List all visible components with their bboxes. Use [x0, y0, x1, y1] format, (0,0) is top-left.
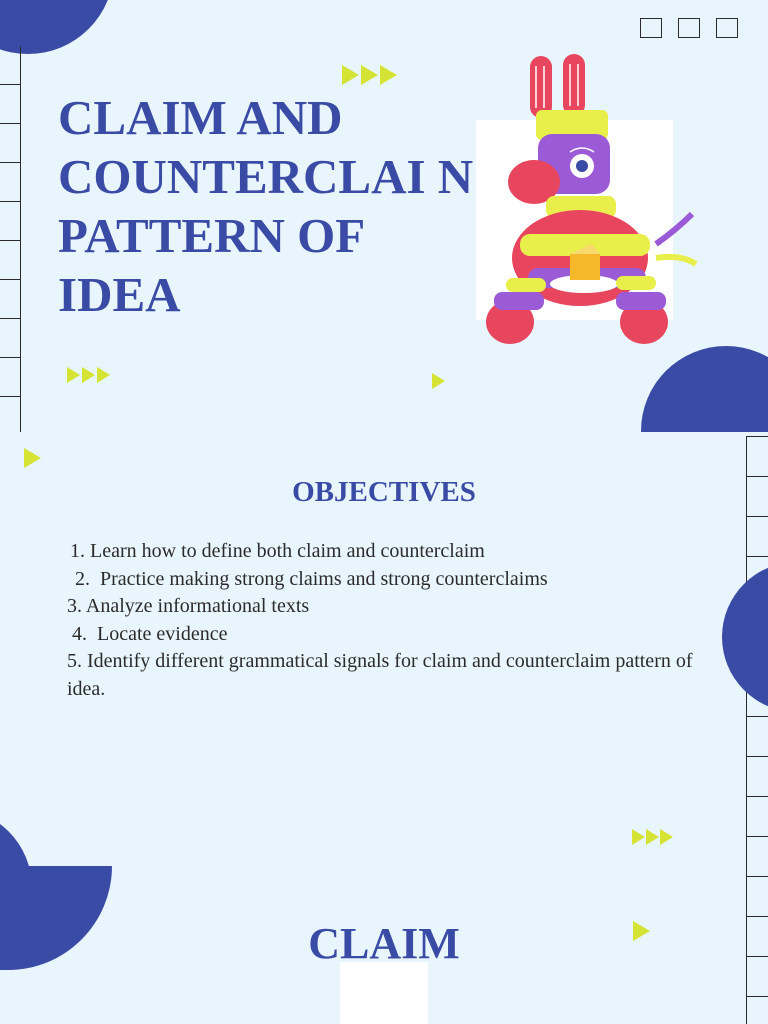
objective-item: 4. Locate evidence [67, 622, 228, 645]
objectives-slide [0, 432, 768, 1024]
title-slide [0, 0, 768, 432]
objectives-list [67, 538, 727, 703]
decor-circle-right [722, 562, 768, 712]
objective-item: 1. Learn how to define both claim and counterclaim [70, 540, 485, 562]
decor-triangle-single [432, 373, 445, 389]
decor-square-1 [640, 18, 662, 38]
objectives-heading: OBJECTIVES [292, 476, 476, 508]
page-title: CLAIM AND COUNTERCLAI N PATTERN OF IDEA [58, 90, 474, 322]
objective-item: 3. Analyze informational texts [67, 595, 310, 617]
claim-heading: CLAIM [308, 919, 460, 968]
decor-square-2 [678, 18, 700, 38]
objective-item: 5. Identify different grammatical signals for claim and counterclaim pattern of idea. [67, 650, 693, 700]
decor-square-3 [716, 18, 738, 38]
claim-card [340, 962, 428, 1024]
decor-triangle-top-left [24, 448, 41, 468]
decor-circle-bottom-right [641, 346, 768, 432]
decor-grid-left [0, 46, 21, 432]
pinata-donkey-icon [476, 48, 701, 348]
objective-item: 2. Practice making strong claims and strong counterclaims [70, 567, 548, 590]
